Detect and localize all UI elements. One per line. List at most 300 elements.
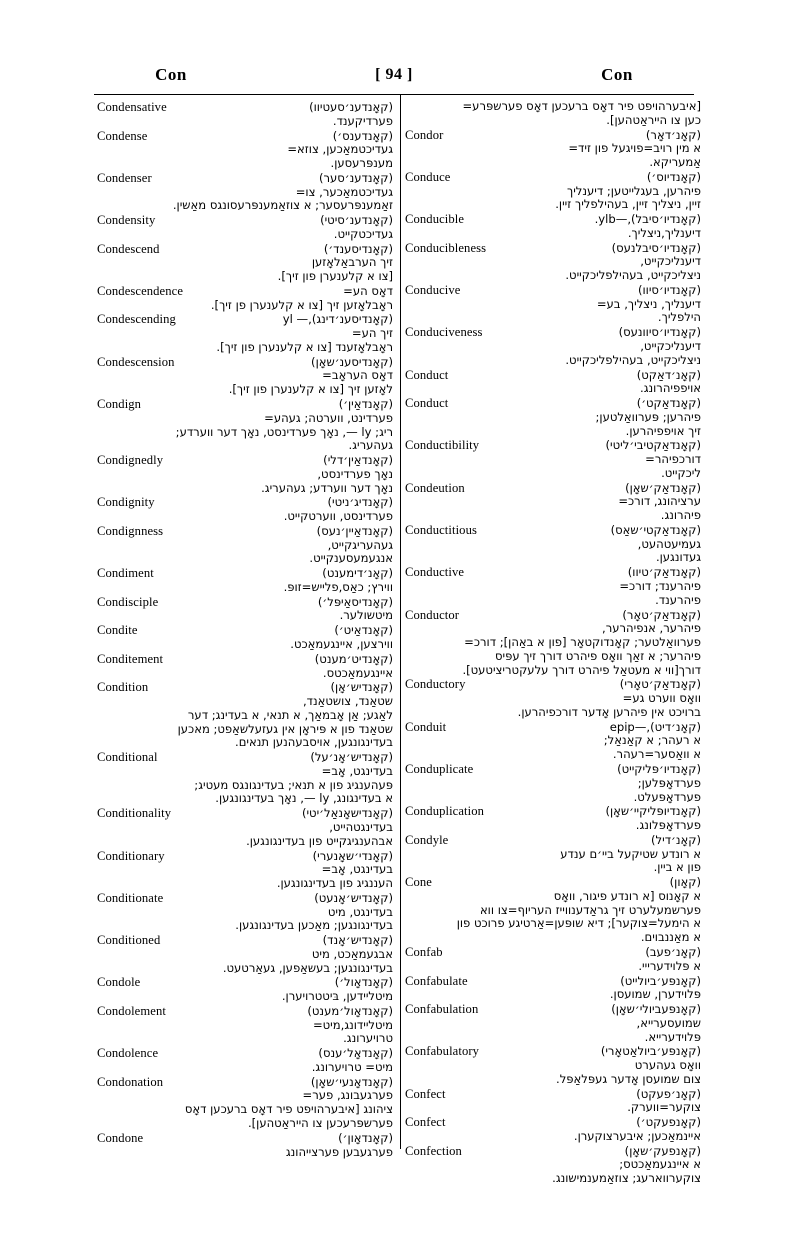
entry-pronunciation: (קאָנדאָול׳)	[334, 975, 393, 990]
entry-definition-line: א הימעל=צוקער]; דיא שופּען=אַרטיגע פרוכט פון	[456, 916, 701, 931]
entry-headword: Conductitious	[405, 522, 477, 537]
entry-definition-line: דיענליכקייט,	[640, 339, 701, 353]
entry-headword-line	[405, 608, 701, 623]
entry-pronunciation: (קאָנ׳פעקט)	[636, 1086, 701, 1101]
entry-pronunciation: (קאָנדאַיט׳)	[334, 623, 393, 638]
entry-pronunciation: (קאָנפעקט׳)	[636, 1115, 701, 1130]
dictionary-entry	[97, 355, 393, 397]
entry-definition-line: ערציהונג, דורכ=	[618, 494, 701, 509]
entry-headword-line	[405, 212, 701, 227]
entry-pronunciation: (קאָנדיסאַיפּל׳)	[317, 594, 393, 609]
entry-pronunciation: (קאָנדיו׳סיוו)	[638, 282, 701, 297]
entry-pronunciation: (קאָנדאַק׳טיוו)	[627, 565, 701, 580]
dictionary-entry	[405, 241, 701, 283]
entry-definition-line: פערדאָפּעלט.	[633, 789, 701, 804]
entry-definition-line: א מין רויב=פויגעל פון זיד=	[568, 141, 701, 156]
entry-definition-line: א קאָנוס [א רונדע פיגור, וואָס	[553, 888, 701, 903]
entry-pronunciation: (קאָנדענ׳סעטיוו)	[309, 100, 393, 114]
entry-headword-line	[405, 1144, 701, 1159]
entry-pronunciation: (קאָנ׳דיט),—pipe	[609, 719, 701, 734]
entry-pronunciation: (קאָנדיוס׳)	[646, 169, 701, 184]
entry-pronunciation: (קאָנ׳פעב)	[645, 944, 701, 959]
entry-pronunciation: (קאָנדיסענ׳שאָן)	[311, 354, 393, 369]
entry-pronunciation: (קאָנדישאָנאַל׳יטי)	[301, 806, 393, 821]
entry-definition-line: מיטשולער.	[339, 608, 393, 623]
entry-definition-line: פיהרער, אנפיהרער,	[602, 621, 701, 636]
entry-definition-line: ווירצען, איינגעמאַכט.	[290, 636, 393, 651]
entry-pronunciation: (קאָנ׳דאַקט)	[636, 367, 701, 382]
entry-pronunciation: (קאָנדאָל׳ענס)	[318, 1046, 393, 1061]
entry-definition-line: בעדינגט, אָב=	[321, 763, 393, 778]
dictionary-entry	[97, 1075, 393, 1131]
entry-definition-line: פערגעבונג, פער=	[302, 1088, 393, 1103]
entry-definition-line: פּעהענגיג פון א תנאי; בעדינגונגס מעטיג;	[194, 777, 393, 792]
dictionary-entry	[405, 283, 701, 325]
entry-headword-line	[97, 453, 393, 468]
entry-definition-line: דאָס העראָב=	[322, 368, 393, 383]
entry-pronunciation: (קאָנדענס׳)	[332, 128, 393, 143]
entry-definition-line: פיהרענד; דורכ=	[619, 579, 701, 593]
dictionary-entry	[405, 608, 701, 678]
entry-headword: Conduplicate	[405, 762, 474, 777]
entry-headword: Conductibility	[405, 438, 480, 453]
entry-headword: Condignedly	[97, 453, 164, 468]
entry-headword: Condescendence	[97, 283, 184, 298]
entry-definition-line: זאַמענפּרעסער; א צוזאַמענפּרעסונגס מאַשין.	[172, 198, 393, 213]
entry-headword: Confab	[405, 944, 443, 959]
entry-definition-line: אבהענגיגקייט פון בעדינגונגען.	[246, 833, 393, 848]
dictionary-entry	[405, 875, 701, 945]
entry-headword: Conducible	[405, 212, 465, 227]
entry-headword-line	[405, 1044, 701, 1059]
entry-definition-line: אנגעמעסענקייט.	[309, 551, 393, 566]
entry-definition-line: פערשמעלערט זיך גראַדענווייז העריוף=צו ווא	[479, 902, 701, 917]
entry-definition-line: פערשפּרעכען צו הייראַטהען].	[247, 1116, 393, 1131]
entry-headword-line	[405, 170, 701, 185]
entry-pronunciation: (קאָנדאַקטי׳שאַס)	[610, 522, 701, 537]
dictionary-entry	[405, 438, 701, 480]
entry-headword-line	[97, 397, 393, 412]
entry-headword-line	[97, 566, 393, 581]
entry-headword-line	[97, 1046, 393, 1061]
entry-definition-line: געהעריג.	[348, 438, 393, 453]
entry-headword: Conduct	[405, 396, 449, 411]
dictionary-entry	[97, 933, 393, 975]
entry-definition-line: דורך[ווי א מעטאַל פיהרט דורך עלעקטריציטעט].	[462, 662, 701, 677]
entry-headword-line	[97, 495, 393, 510]
dictionary-entry	[97, 1131, 393, 1160]
entry-definition-line: מענפּרעסען.	[330, 156, 393, 171]
entry-headword: Condyle	[405, 832, 449, 847]
entry-pronunciation: (קאָנדאָנעי׳שאָן)	[310, 1074, 393, 1089]
entry-headword-line	[97, 623, 393, 638]
entry-pronunciation: (קאָנדיט׳מענט)	[314, 651, 393, 666]
right-column	[405, 100, 701, 1186]
entry-headword-line	[97, 1004, 393, 1019]
entry-pronunciation: (קאָנדיש׳אָנעט)	[314, 890, 393, 905]
entry-headword-line	[405, 1087, 701, 1102]
entry-headword-line	[97, 1131, 393, 1146]
dictionary-entry	[405, 100, 701, 128]
entry-headword: Condescension	[97, 354, 175, 369]
entry-pronunciation: (קאָנדענ׳סער)	[318, 170, 393, 185]
dictionary-entry	[97, 284, 393, 313]
entry-headword-line	[97, 524, 393, 539]
dictionary-entry	[97, 100, 393, 129]
entry-definition-line: געדיכטקייט.	[333, 226, 393, 241]
entry-headword: Condenser	[97, 170, 152, 185]
entry-definition-line: בעדינגונגען, אויסבעהנען תנאים.	[235, 735, 393, 750]
entry-headword-line	[405, 762, 701, 777]
entry-headword-line	[405, 438, 701, 453]
entry-headword: Conditionary	[97, 848, 165, 863]
entry-headword: Conductory	[405, 677, 466, 692]
entry-definition-line: בעדינגטהייט,	[329, 819, 393, 834]
entry-definition-line: ניצליכקייט, בעהילפליכקייט.	[565, 268, 701, 283]
entry-headword-line	[97, 595, 393, 610]
entry-definition-line: דיענליכקייט,	[640, 254, 701, 269]
entry-definition-line: [איבערהויפט פיר דאָס ברעכען דאָס פערשפּרע=	[462, 99, 701, 113]
entry-headword: Confabulation	[405, 1002, 479, 1017]
entry-definition-line: וואָס ווערט גע=	[622, 691, 701, 706]
entry-headword: Conductor	[405, 607, 460, 622]
entry-headword-line	[405, 875, 701, 890]
entry-pronunciation: (קאָנדיו׳פּליקייט)	[617, 762, 701, 777]
entry-pronunciation: (קאָנדיש׳אָנ׳על)	[310, 750, 393, 765]
entry-definition-line: מיטליידען, בּיטטרויערן.	[281, 989, 393, 1004]
entry-pronunciation: (קאָנדאַק׳שאָן)	[625, 480, 701, 495]
entry-pronunciation: (קאָנדיש׳אָנד)	[322, 933, 393, 948]
dictionary-entry	[97, 652, 393, 681]
entry-headword-line	[405, 1002, 701, 1017]
entry-definition-line: געדונגען.	[655, 550, 701, 565]
entry-headword-line	[405, 368, 701, 383]
entry-pronunciation: (קאָנדיסענ׳דינג),— ly	[282, 312, 393, 327]
entry-headword-line	[97, 680, 393, 695]
entry-headword: Conducibleness	[405, 240, 487, 255]
entry-headword: Confabulatory	[405, 1044, 480, 1059]
entry-definition-line: דיענליך, ניצליך, בע=	[596, 296, 701, 311]
dictionary-entry	[405, 1115, 701, 1144]
entry-headword-line	[97, 891, 393, 906]
entry-definition-line: זיך הע=	[351, 326, 393, 341]
dictionary-entry	[405, 325, 701, 367]
dictionary-entry	[405, 1044, 701, 1086]
page-number: [ 94 ]	[375, 66, 413, 83]
entry-pronunciation: (קאָנדיו׳סיבלנעס)	[611, 240, 701, 255]
entry-headword: Conditional	[97, 750, 158, 765]
entry-headword-line	[97, 129, 393, 144]
entry-definition-line: כען צו הייראַטהען].	[606, 112, 701, 127]
entry-definition-line: א וואַסער=רעהר.	[612, 747, 701, 762]
dictionary-entry	[97, 171, 393, 213]
entry-pronunciation: (קאָנ׳דיל)	[651, 832, 701, 847]
running-head-left: Con	[155, 65, 187, 84]
entry-headword-line	[405, 974, 701, 989]
dictionary-entry	[97, 495, 393, 524]
entry-pronunciation: (קאָנדיו׳סיבל),—bly.	[594, 212, 701, 227]
entry-pronunciation: (קאָנפּעביולי׳שאָן)	[611, 1002, 701, 1017]
dictionary-entry	[405, 945, 701, 974]
header-rule	[94, 94, 694, 95]
dictionary-entry	[97, 453, 393, 495]
dictionary-entry	[97, 566, 393, 595]
dictionary-entry	[97, 524, 393, 566]
entry-definition-line: אבגעמאַכט, מיט	[311, 946, 393, 961]
entry-headword-line	[405, 677, 701, 692]
entry-headword: Conditionate	[97, 890, 164, 905]
entry-headword: Condole	[97, 975, 141, 990]
dictionary-entry	[405, 677, 701, 719]
entry-definition-line: לאָזען זיך [צו א קלענערן פון זיך].	[228, 382, 393, 397]
dictionary-entry	[97, 1004, 393, 1046]
entry-headword-line	[97, 806, 393, 821]
dictionary-entry	[405, 1144, 701, 1186]
entry-pronunciation: (קאָנדיש׳אָן)	[330, 680, 393, 695]
entry-definition-line: פערדיקענד.	[332, 113, 393, 128]
entry-definition-line: אַמעריקא.	[649, 155, 701, 170]
entry-definition-line: פערדינסט, ווערטקייט.	[283, 509, 393, 524]
entry-definition-line: פערוואַלטער; קאָנדוקטאָר [פון א באַהן]; דורכ=	[464, 635, 701, 650]
running-head	[96, 62, 692, 88]
entry-headword: Confection	[405, 1143, 462, 1158]
dictionary-entry	[405, 762, 701, 804]
entry-definition-line: שטאַנד פון א פּיראָן אין געזעלשאַפט; מאכען	[177, 721, 393, 736]
entry-definition-line: פּלוידערן, שמועסן.	[609, 987, 701, 1002]
entry-definition-line: א מאַננבוים.	[640, 930, 701, 945]
entry-headword-line	[405, 945, 701, 960]
entry-pronunciation: (קאָנדיסענד׳)	[323, 241, 393, 256]
entry-definition-line: מיט= טרויערונג.	[311, 1059, 393, 1074]
entry-headword-line	[405, 241, 701, 256]
entry-definition-line: שמועסערייא,	[636, 1015, 701, 1030]
entry-headword-line	[405, 565, 701, 580]
entry-definition-line: אויפפיהרונג.	[640, 381, 701, 396]
dictionary-entry	[97, 750, 393, 806]
entry-headword-line	[97, 242, 393, 257]
entry-headword: Cone	[405, 875, 432, 890]
entry-pronunciation: (קאָנדאַק׳טאָר)	[622, 607, 701, 622]
entry-pronunciation: דאָס הע=	[343, 283, 393, 298]
entry-headword: Confect	[405, 1086, 446, 1101]
dictionary-entry	[405, 212, 701, 241]
entry-definition-line: איינגעמאַכטס.	[322, 665, 393, 680]
entry-definition-line: צוקער=ווערק.	[627, 1100, 701, 1115]
entry-pronunciation: (קאָנדענ׳סיטי)	[320, 213, 393, 228]
entry-definition-line: שטאַנד, צושטאַנד,	[303, 694, 393, 709]
dictionary-entry	[405, 1002, 701, 1044]
entry-definition-line: בעדינגונגען; מאַכען בעדינגונגען.	[235, 918, 393, 933]
entry-definition-line: ראָבלאָזענד [צו א קלענערן פון זיך].	[216, 339, 393, 354]
entry-definition-line: פון א ביין.	[653, 860, 701, 875]
entry-headword-line	[405, 523, 701, 538]
entry-headword: Conduplication	[405, 804, 485, 819]
entry-definition-line: ניצליכקייט, בעהילפליכקייט.	[565, 352, 701, 367]
entry-definition-line: זיך הערבאַלאָזען	[311, 255, 393, 270]
entry-headword-line	[97, 849, 393, 864]
entry-definition-line: א רעהר; א קאַנאַל;	[603, 733, 701, 748]
dictionary-entry	[405, 804, 701, 833]
dictionary-entry	[97, 595, 393, 624]
entry-headword-line	[405, 804, 701, 819]
entry-pronunciation: (קאָנדיו׳סיוונעס)	[618, 325, 701, 340]
entry-definition-line: א איינגעמאַכטס;	[619, 1157, 701, 1172]
entry-definition-line: דורכפיהר=	[645, 452, 701, 467]
entry-headword: Condiment	[97, 566, 154, 581]
entry-definition-line: מיטליידונג,מיט=	[312, 1017, 393, 1032]
entry-definition-line: פיהרען; פּערוואַלטען;	[595, 409, 701, 424]
entry-definition-line: געדיכטמאַכען, צוזא=	[287, 142, 393, 157]
entry-headword: Confabulate	[405, 973, 468, 988]
entry-definition-line: א רונדע שטיקעל ביי׳ם ענדע	[560, 846, 701, 861]
entry-headword-line	[97, 750, 393, 765]
entry-headword: Condignity	[97, 495, 155, 510]
entry-pronunciation: (קאָון)	[669, 875, 701, 890]
entry-headword: Condone	[97, 1130, 144, 1145]
entry-definition-line: זיך אויפפיהרען.	[625, 423, 701, 438]
entry-headword: Conduit	[405, 719, 447, 734]
entry-definition-line: בעדינגונגען; בעשאַפען, געאַרטעט.	[222, 960, 393, 975]
dictionary-entry	[97, 242, 393, 284]
entry-headword: Condor	[405, 127, 444, 142]
entry-pronunciation: (קאָנדאָול׳מענט)	[307, 1003, 393, 1018]
entry-pronunciation: (קאָנדאַק׳טאָרי)	[619, 677, 701, 692]
entry-headword-line	[405, 481, 701, 496]
dictionary-entry	[97, 891, 393, 933]
entry-definition-line: איינמאַכען; איבערצוקערן.	[573, 1128, 701, 1143]
entry-headword-line	[97, 284, 393, 299]
entry-headword: Condition	[97, 680, 149, 695]
dictionary-entry	[405, 833, 701, 875]
dictionary-entry	[97, 312, 393, 354]
dictionary-entry	[405, 720, 701, 762]
entry-headword: Condensative	[97, 100, 167, 114]
entry-headword-line	[97, 100, 393, 115]
entry-headword: Condense	[97, 128, 148, 143]
entry-headword-line	[97, 171, 393, 186]
dictionary-entry	[405, 396, 701, 438]
column-divider	[400, 94, 401, 1149]
dictionary-entry	[97, 806, 393, 848]
entry-definition-line: צום שמועסן אָדער געפּלאַפּל.	[556, 1071, 701, 1086]
entry-definition-line: פערדינט, ווערטה; געהע=	[264, 410, 393, 425]
entry-headword-line	[405, 283, 701, 298]
dictionary-entry	[97, 849, 393, 891]
entry-headword-line	[405, 325, 701, 340]
entry-definition-line: ליכקייט.	[661, 465, 701, 480]
entry-headword: Condolence	[97, 1046, 159, 1061]
entry-definition-line: ריג; ly —, נאָך פערדינסט, נאָך דער ווערדע;	[175, 424, 393, 439]
running-head-right: Con	[601, 65, 633, 84]
entry-definition-line: פערגעבען פערצייהונג	[285, 1144, 393, 1159]
dictionary-entry	[97, 397, 393, 453]
entry-pronunciation: (קאָנפּע׳ביולייט)	[620, 973, 701, 988]
entry-headword: Conduciveness	[405, 325, 483, 340]
entry-headword: Conductive	[405, 565, 465, 580]
entry-definition-line: בעדינגט, מיט	[327, 904, 393, 919]
entry-headword-line	[405, 833, 701, 848]
entry-definition-line: געמיעטהעט,	[637, 536, 701, 551]
entry-headword-line	[405, 1115, 701, 1130]
entry-definition-line: הילפליך.	[657, 310, 701, 325]
entry-headword-line	[97, 213, 393, 228]
entry-definition-line: ציהונג [איבערהויפט פיר דאָס ברעכען דאָס	[184, 1102, 393, 1117]
entry-headword: Condescend	[97, 241, 160, 256]
entry-headword-line	[97, 1075, 393, 1090]
entry-definition-line: פיהרער; א זאַך וואָס פיהרט דורך זיך עפּיס	[495, 648, 701, 663]
dictionary-entry	[405, 974, 701, 1003]
entry-pronunciation: (קאָנדי׳שאָנערי)	[312, 848, 393, 863]
entry-definition-line: זיין, ניצליך זיין, בעהילפליך זיין.	[555, 197, 701, 212]
dictionary-entry	[97, 975, 393, 1004]
entry-pronunciation: (קאָנפעק׳שאָן)	[624, 1143, 701, 1158]
entry-headword-line	[405, 720, 701, 735]
entry-headword-line	[97, 355, 393, 370]
entry-definition-line: בעדינגט, אָב=	[321, 862, 393, 877]
entry-headword: Condisciple	[97, 594, 159, 609]
dictionary-entry	[97, 129, 393, 171]
entry-pronunciation: (קאָנדאַיין׳נעס)	[316, 523, 393, 538]
entry-definition-line: לאַגע; אַן אָבמאַך, א תנאי, א בעדינג; דער	[187, 707, 393, 722]
entry-headword-line	[97, 652, 393, 667]
entry-headword: Conducive	[405, 282, 461, 297]
entry-definition-line: א פּלוידערייי.	[638, 958, 701, 973]
entry-definition-line: [צו א קלענערן פון זיך].	[277, 269, 393, 284]
dictionary-entry	[405, 565, 701, 607]
dictionary-entry	[405, 481, 701, 523]
entry-definition-line: העננגיג פון בעדינגונגען.	[276, 876, 393, 891]
entry-definition-line: פיהרונג.	[660, 508, 701, 523]
entry-pronunciation: (קאָנפּע׳ביולאַטאָרי)	[600, 1044, 701, 1059]
entry-headword: Condensity	[97, 213, 156, 228]
entry-headword-line	[97, 933, 393, 948]
entry-pronunciation: (קאָנדיג׳ניטי)	[327, 495, 393, 510]
entry-pronunciation: (קאָנדאַקט׳)	[636, 396, 701, 411]
entry-headword-line	[405, 128, 701, 143]
entry-headword: Conduct	[405, 367, 449, 382]
entry-headword: Condescending	[97, 312, 176, 327]
entry-definition-line: טרויערונג.	[343, 1031, 393, 1046]
entry-headword-line	[405, 396, 701, 411]
entry-pronunciation: (קאָנדיופּליקיי׳שאָן)	[605, 804, 701, 819]
dictionary-entry	[97, 1046, 393, 1075]
entry-headword-line	[97, 975, 393, 990]
dictionary-entry	[405, 128, 701, 170]
entry-headword: Condolement	[97, 1003, 166, 1018]
dictionary-entry	[97, 213, 393, 242]
entry-definition-line: וואָס געהערט	[634, 1058, 701, 1073]
entry-headword: Conditement	[97, 651, 164, 666]
entry-headword: Conduce	[405, 169, 451, 184]
entry-definition-line: נאָך פערדינסט,	[317, 466, 393, 481]
entry-headword: Condign	[97, 397, 142, 412]
entry-definition-line: דיענליך,ניצליך.	[627, 225, 701, 240]
entry-definition-line: פּלוידערייא.	[644, 1029, 701, 1044]
entry-headword: Conditioned	[97, 933, 161, 948]
entry-pronunciation: (קאָנ׳דאָר)	[645, 127, 701, 142]
left-column	[97, 100, 393, 1159]
entry-definition-line: פערדאָפּלען;	[637, 775, 701, 790]
entry-definition-line: ברויכט אין פיהרען אָדער דורכפיהרען.	[517, 704, 701, 719]
entry-definition-line: ווירץ; כאַס,פלייש=זופּ.	[283, 579, 393, 594]
entry-pronunciation: (קאָנדאַקטיבי׳ליטי)	[605, 438, 701, 453]
entry-headword: Condonation	[97, 1074, 164, 1089]
entry-definition-line: פיהרען, בעגלייטען; דיענליך	[566, 183, 701, 198]
entry-definition-line: צוקערווארעג; צוזאַמענמישונג.	[552, 1171, 701, 1186]
entry-headword: Conditionality	[97, 806, 172, 821]
entry-definition-line: געהעריגקייט,	[327, 537, 393, 552]
dictionary-entry	[405, 523, 701, 565]
